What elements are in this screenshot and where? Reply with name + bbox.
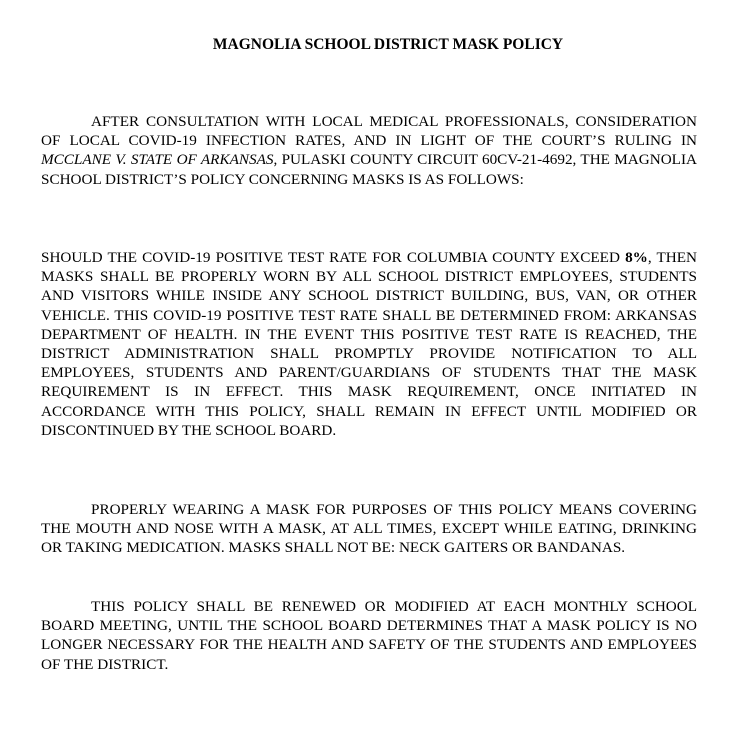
paragraph-threshold-text-b: , THEN MASKS SHALL BE PROPERLY WORN BY ALL SCHOOL DISTRICT EMPLOYEES, STUDENTS AND VISITORS WHILE INSIDE ANY SCHOOL DISTRICT BUILDING, BUS, VAN, OR OTHER VEHICLE. THIS COVID-19 POSITIVE TEST RATE SHALL BE DETERMINED FROM: ARKANSAS DEPARTMENT OF HEALTH. IN THE EVENT THIS POSITIVE TEST RATE IS REACHED, THE DISTRICT ADMINISTRATION SHALL PROMPTLY PROVIDE NOTIFICATION TO ALL EMPLOYEES, STUDENTS AND PARENT/GUARDIANS OF STUDENTS THAT THE MASK REQUIREMENT IS IN EFFECT. THIS MASK REQUIREMENT, ONCE INITIATED IN ACCORDANCE WITH THIS POLICY, SHALL REMAIN IN EFFECT UNTIL MODIFIED OR DISCONTINUED BY THE SCHOOL BOARD. <box>41 249 697 439</box>
document-title: MAGNOLIA SCHOOL DISTRICT MASK POLICY <box>212 36 564 53</box>
paragraph-consultation-text-b: , PULASKI COUNTY CIRCUIT 60CV-21-4692, THE MAGNOLIA SCHOOL DISTRICT’S POLICY CONCERNING MASKS IS AS FOLLOWS: <box>41 151 697 188</box>
paragraph-threshold-text-a: SHOULD THE COVID-19 POSITIVE TEST RATE FOR COLUMBIA COUNTY EXCEED <box>41 249 626 266</box>
paragraph-renewal: THIS POLICY SHALL BE RENEWED OR MODIFIED AT EACH MONTHLY SCHOOL BOARD MEETING, UNTIL THE SCHOOL BOARD DETERMINES THAT A MASK POLICY IS NO LONGER NECESSARY FOR THE HEALTH AND SAFETY OF THE STUDENTS AND EMPLOYEES OF THE DISTRICT. <box>41 598 697 673</box>
paragraph-proper-wearing: PROPERLY WEARING A MASK FOR PURPOSES OF THIS POLICY MEANS COVERING THE MOUTH AND NOSE WITH A MASK, AT ALL TIMES, EXCEPT WHILE EATING, DRINKING OR TAKING MEDICATION. MASKS SHALL NOT BE: NECK GAITERS OR BANDANAS. <box>41 501 697 557</box>
case-name: MCCLANE V. STATE OF ARKANSAS <box>41 151 274 169</box>
paragraph-threshold <box>41 248 697 440</box>
paragraph-consultation <box>41 112 697 189</box>
paragraph-consultation-text-a: AFTER CONSULTATION WITH LOCAL MEDICAL PROFESSIONALS, CONSIDERATION OF LOCAL COVID-19 INFECTION RATES, AND IN LIGHT OF THE COURT’S RULING IN <box>41 113 697 150</box>
positive-rate-threshold: 8% <box>625 249 648 266</box>
